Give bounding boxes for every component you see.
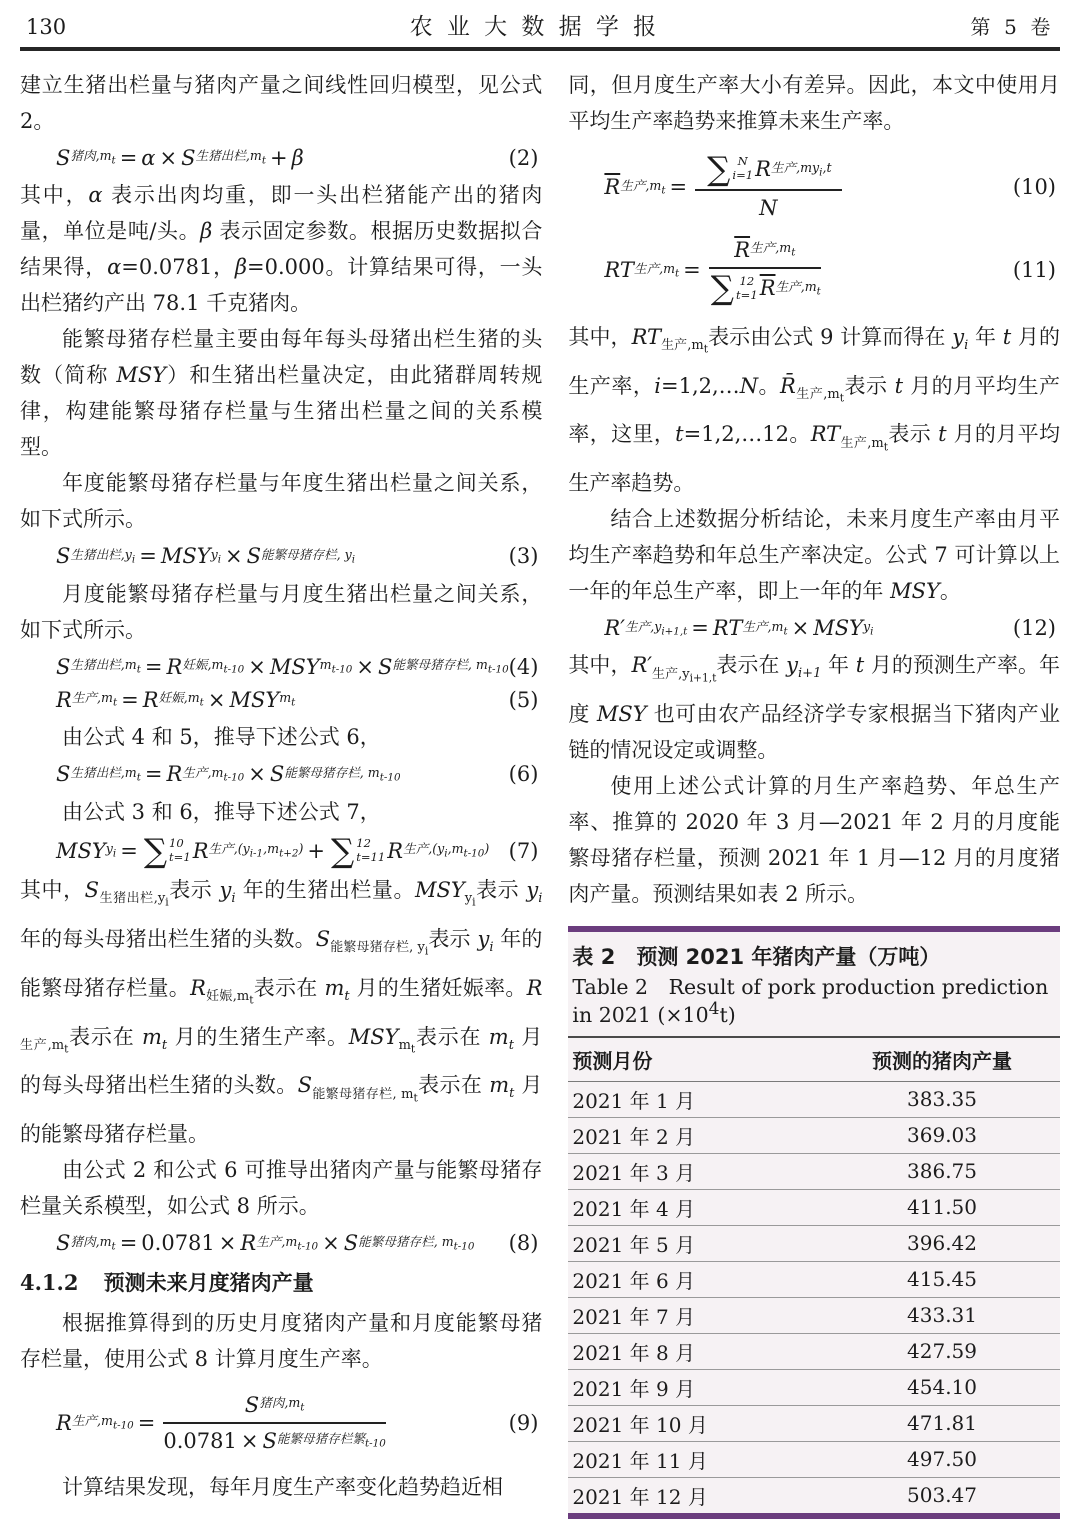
section-heading — [20, 1263, 542, 1303]
cell-value: 411.50 — [824, 1189, 1060, 1225]
cell-value: 427.59 — [824, 1333, 1060, 1369]
cell-month: 2021 年 2 月 — [568, 1117, 824, 1153]
equation-number: (11) — [1012, 258, 1056, 283]
equation-body: $\overline{R}$ 生产$,m_t$ = ∑ N i=1 R 生产$,my_i,t$ N — [604, 153, 845, 222]
formula-4 — [20, 653, 542, 681]
cell-month: 2021 年 10 月 — [568, 1405, 824, 1441]
table-bottom-rule — [568, 1513, 1060, 1519]
equation-body: S 生猪出栏$,m_t$ = R 妊娠$,m_{t-10}$ × MSY $m_{t-10}$ × S 能繁母猪存栏, $m_{t-10}$ — [56, 654, 509, 679]
table-caption-en — [568, 974, 1060, 1036]
left-column — [20, 67, 542, 1519]
cell-value: 369.03 — [824, 1117, 1060, 1153]
table-row — [568, 1333, 1060, 1369]
table-row — [568, 1081, 1060, 1117]
equation-body: RT 生产$,m_t$ = $\overline{R}$ 生产$,m_t$ ∑ 12 t=1 $\overline{R}$ 生产$,m_t$ — [604, 237, 821, 308]
cell-value: 396.42 — [824, 1225, 1060, 1261]
equation-body: S 猪肉$,m_t$ = 0.0781 × R 生产$,m_{t-10}$ × S 能繁母猪存栏, $m_{t-10}$ — [56, 1231, 475, 1256]
formula-2 — [20, 144, 542, 172]
cell-month: 2021 年 8 月 — [568, 1333, 824, 1369]
cell-month: 2021 年 5 月 — [568, 1225, 824, 1261]
paragraph: 其中，$RT_{生产,m_t}$表示由公式 9 计算而得在 $y_i$ 年 t 月的生产率，i=1,2,…N。$R̄_{生产,m_t}$表示 t 月的月平均生产率，这里，t=1,2,…12。$RT_{生产,m_t}$表示 t 月的月平均生产率趋势。 — [568, 324, 1060, 496]
table-row — [568, 1117, 1060, 1153]
paragraph: 由公式 4 和 5，推导下述公式 6， — [62, 725, 381, 750]
paragraph: 计算结果发现，每年月度生产率变化趋势趋近相 — [62, 1475, 503, 1500]
column-header-value: 预测的猪肉产量 — [824, 1037, 1060, 1081]
equation-body: S 生猪出栏$,y_i$ = MSY $y_i$ × S 能繁母猪存栏, $y_i$ — [56, 544, 356, 569]
paragraph: 建立生猪出栏量与猪肉产量之间线性回归模型，见公式 2。 — [20, 73, 543, 133]
journal-title: 农业大数据学报 — [409, 14, 671, 40]
right-column — [568, 67, 1060, 1519]
table-caption-zh — [568, 932, 1060, 974]
page-number: 130 — [26, 15, 67, 39]
cell-month: 2021 年 1 月 — [568, 1081, 824, 1117]
equation-number: (9) — [508, 1410, 539, 1435]
equation-number: (4) — [508, 654, 539, 679]
equation-body: R′ 生产$,y_{i+1,t}$ = RT 生产$,m_t$ × MSY $y_i$ — [604, 616, 874, 641]
paragraph: 由公式 2 和公式 6 可推导出猪肉产量与能繁母猪存栏量关系模型，如公式 8 所示。 — [20, 1158, 543, 1219]
column-header-month: 预测月份 — [568, 1037, 824, 1081]
table-body — [568, 1081, 1060, 1513]
formula-3 — [20, 542, 542, 570]
table-row — [568, 1477, 1060, 1513]
cell-month: 2021 年 3 月 — [568, 1153, 824, 1189]
cell-month: 2021 年 9 月 — [568, 1369, 824, 1405]
paragraph: 年度能繁母猪存栏量与年度生猪出栏量之间关系，如下式所示。 — [20, 471, 543, 532]
section-title: 预测未来月度猪肉产量 — [103, 1269, 314, 1295]
table-caption-en-text: Result of pork production prediction in 2021 $(\times 10^4t)$ — [572, 975, 1049, 1028]
equation-number: (8) — [508, 1231, 539, 1256]
equation-number: (12) — [1012, 616, 1056, 641]
formula-11 — [568, 236, 1060, 308]
table-row — [568, 1369, 1060, 1405]
running-head — [20, 6, 1060, 45]
table-caption-en-number: Table 2 — [572, 975, 649, 1000]
paragraph: 根据推算得到的历史月度猪肉产量和月度能繁母猪存栏量，使用公式 8 计算月度生产率。 — [20, 1310, 543, 1371]
table-row — [568, 1225, 1060, 1261]
section-number: 4.1.2 — [20, 1269, 79, 1295]
table-header — [568, 1037, 1060, 1081]
cell-month: 2021 年 4 月 — [568, 1189, 824, 1225]
cell-value: 386.75 — [824, 1153, 1060, 1189]
cell-value: 497.50 — [824, 1441, 1060, 1477]
formula-8 — [20, 1229, 542, 1257]
formula-5 — [20, 686, 542, 714]
equation-body: S 猪肉$,m_t$ = α × S 生猪出栏$,m_t$ + β — [56, 146, 304, 170]
equation-number: (3) — [508, 544, 539, 569]
equation-body: S 生猪出栏$,m_t$ = R 生产$,m_{t-10}$ × S 能繁母猪存栏, $m_{t-10}$ — [56, 762, 401, 787]
table-2-block — [568, 926, 1060, 1519]
equation-number: (6) — [508, 762, 539, 787]
table-row — [568, 1189, 1060, 1225]
cell-value: 503.47 — [907, 1483, 977, 1508]
equation-number: (10) — [1012, 175, 1056, 200]
cell-value: 415.45 — [824, 1261, 1060, 1297]
cell-month: 2021 年 11 月 — [568, 1441, 824, 1477]
table-row — [568, 1153, 1060, 1189]
cell-value: 471.81 — [824, 1405, 1060, 1441]
cell-value: 433.31 — [824, 1297, 1060, 1333]
table-row — [568, 1297, 1060, 1333]
paragraph: 其中，$R'_{生产,y_{i+1,t}}$表示在 $y_{i+1}$ 年 t 月的预测生产率。年度 MSY 也可由农产品经济学专家根据当下猪肉产业链的情况设定或调整。 — [568, 653, 1060, 763]
formula-6 — [20, 760, 542, 788]
table-caption-zh-text: 预测 2021 年猪肉产量（万吨） — [636, 945, 941, 970]
two-column-body — [20, 51, 1060, 1509]
equation-body: MSY $y_i$ = ∑ 10 t=1 R 生产$,(y_{i-1},m_{t+2})$ + ∑ 12 t=11 R 生产$,(y_i,m_{t-10})$ — [56, 831, 490, 870]
table-row — [568, 1441, 1060, 1477]
table-caption-zh-number: 表 2 — [572, 945, 616, 970]
equation-number: (5) — [508, 688, 539, 713]
paragraph: 其中，$S_{生猪出栏,y_i}$表示 $y_i$ 年的生猪出栏量。$MSY_{y_i}$表示 $y_i$ 年的每头母猪出栏生猪的头数。$S_{能繁母猪存栏, y_i}$表示 $y_i$ 年的能繁母猪存栏量。$R_{妊娠,m_t}$表示在 $m_t$ 月的生猪妊娠率。$R_{生产,m_t}$表示在 $m_t$ 月的生猪生产率。$MSY_{m_t}$表示在 $m_t$ 月的每头母猪出栏生猪的头数。$S_{能繁母猪存栏, m_t}$表示在 $m_t$ 月的能繁母猪存栏量。 — [20, 878, 543, 1147]
paragraph: 使用上述公式计算的月生产率趋势、年总生产率、推算的 2020 年 3 月—2021 年 2 月的月度能繁母猪存栏量，预测 2021 年 1 月—12 月的月度猪肉产量。预测结果如表 2 所示。 — [568, 774, 1060, 907]
paragraph: 能繁母猪存栏量主要由每年每头母猪出栏生猪的头数（简称 MSY）和生猪出栏量决定，由此猪群周转规律，构建能繁母猪存栏量与生猪出栏量之间的关系模型。 — [20, 327, 543, 460]
equation-number: (2) — [508, 146, 539, 170]
cell-month: 2021 年 6 月 — [568, 1261, 824, 1297]
table-row — [568, 1261, 1060, 1297]
paragraph: 同，但月度生产率大小有差异。因此，本文中使用月平均生产率趋势来推算未来生产率。 — [568, 73, 1060, 133]
paragraph: 结合上述数据分析结论，未来月度生产率由月平均生产率趋势和年总生产率决定。公式 7 可计算以上一年的年总生产率，即上一年的年 MSY。 — [568, 507, 1060, 604]
paragraph: 月度能繁母猪存栏量与月度生猪出栏量之间关系，如下式所示。 — [20, 581, 543, 642]
paragraph: 其中，α 表示出肉均重，即一头出栏猪能产出的猪肉量，单位是吨/头。β 表示固定参数。根据历史数据拟合结果得，α=0.0781，β=0.000。计算结果可得，一头出栏猪约产出 78.1 千克猪肉。 — [20, 183, 543, 316]
cell-month: 2021 年 12 月 — [572, 1484, 708, 1509]
cell-value: 454.10 — [824, 1369, 1060, 1405]
equation-body: R 生产$,m_t$ = R 妊娠$,m_t$ × MSY $m_t$ — [56, 688, 296, 713]
paragraph: 由公式 3 和 6，推导下述公式 7， — [62, 799, 381, 824]
equation-number: (7) — [508, 838, 539, 863]
formula-9 — [20, 1391, 542, 1456]
formula-7 — [20, 831, 542, 870]
prediction-table — [568, 1036, 1060, 1513]
cell-value: 383.35 — [824, 1081, 1060, 1117]
equation-body: R 生产$,m_{t-10}$ = S 猪肉$,m_t$ 0.0781 × S 能繁母猪存栏繁$_{t-10}$ — [56, 1392, 386, 1453]
table-row — [568, 1405, 1060, 1441]
cell-month: 2021 年 7 月 — [568, 1297, 824, 1333]
formula-10 — [568, 150, 1060, 222]
volume-label: 第 5 卷 — [970, 15, 1054, 39]
formula-12 — [568, 614, 1060, 642]
